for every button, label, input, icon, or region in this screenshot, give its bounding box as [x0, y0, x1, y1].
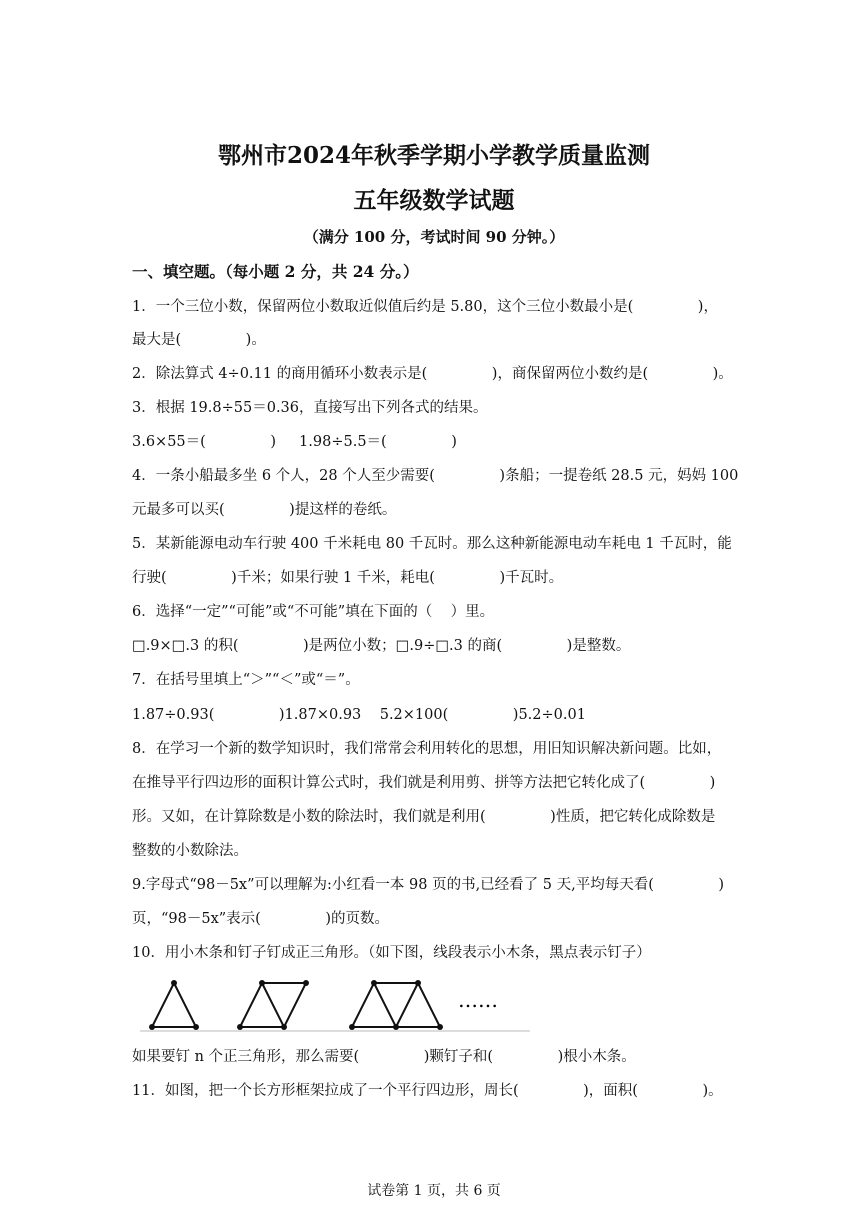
- question-line: 形。又如，在计算除数是小数的除法时，我们就是利用( )性质，把它转化成除数是: [132, 809, 716, 825]
- exam-note: （满分 100 分，考试时间 90 分钟。）: [303, 228, 565, 246]
- figure-ellipsis: ……: [458, 988, 498, 1012]
- question-line: 6．选择“一定”“可能”或“不可能”填在下面的（ ）里。: [132, 604, 495, 620]
- question-line: □.9×□.3 的积( )是两位小数；□.9÷□.3 的商( )是整数。: [132, 638, 631, 654]
- page-title: 鄂州市2024年秋季学期小学教学质量监测: [217, 142, 650, 169]
- question-line: 5．某新能源电动车行驶 400 千米耗电 80 千瓦时。那么这种新能源电动车耗电 1 千瓦时，能: [132, 536, 732, 552]
- question-line: 8．在学习一个新的数学知识时，我们常常会利用转化的思想，用旧知识解决新问题。比如，: [132, 741, 722, 757]
- question-line: 在推导平行四边形的面积计算公式时，我们就是利用剪、拼等方法把它转化成了( ): [132, 775, 716, 791]
- question-line: 11．如图，把一个长方形框架拉成了一个平行四边形，周长( )，面积( )。: [132, 1083, 723, 1099]
- question-line: 如果要钉 n 个正三角形，那么需要( )颗钉子和( )根小木条。: [132, 1049, 636, 1065]
- question-line: 页，“98－5x”表示( )的页数。: [132, 911, 390, 927]
- question-line: 3．根据 19.8÷55＝0.36，直接写出下列各式的结果。: [132, 400, 488, 416]
- question-line: 4．一条小船最多坐 6 个人，28 个人至少需要( )条船；一提卷纸 28.5 元，妈妈 100: [132, 468, 739, 484]
- question-line: 10．用小木条和钉子钉成正三角形。（如下图，线段表示小木条，黑点表示钉子）: [132, 945, 651, 961]
- section-heading: 一、填空题。（每小题 2 分，共 24 分。）: [132, 262, 419, 281]
- triangle-figure: [140, 975, 540, 1040]
- question-line: 1.87÷0.93( )1.87×0.93 5.2×100( )5.2÷0.01: [132, 707, 586, 723]
- question-line: 2．除法算式 4÷0.11 的商用循环小数表示是( )，商保留两位小数约是( )。: [132, 366, 733, 382]
- question-line: 1．一个三位小数，保留两位小数取近似值后约是 5.80，这个三位小数最小是( )，: [132, 299, 718, 315]
- question-line: 7．在括号里填上“＞”“＜”或“＝”。: [132, 672, 360, 688]
- question-line: 最大是( )。: [132, 332, 266, 348]
- page-subtitle: 五年级数学试题: [353, 187, 515, 214]
- question-line: 行驶( )千米；如果行驶 1 千米，耗电( )千瓦时。: [132, 570, 564, 586]
- question-line: 整数的小数除法。: [132, 843, 248, 859]
- question-line: 3.6×55＝( ) 1.98÷5.5＝( ): [132, 434, 457, 450]
- question-line: 元最多可以买( )提这样的卷纸。: [132, 502, 397, 518]
- question-line: 9.字母式“98－5x”可以理解为:小红看一本 98 页的书,已经看了 5 天,平均每天看( ): [132, 877, 725, 893]
- page-footer: 试卷第 1 页，共 6 页: [367, 1183, 501, 1199]
